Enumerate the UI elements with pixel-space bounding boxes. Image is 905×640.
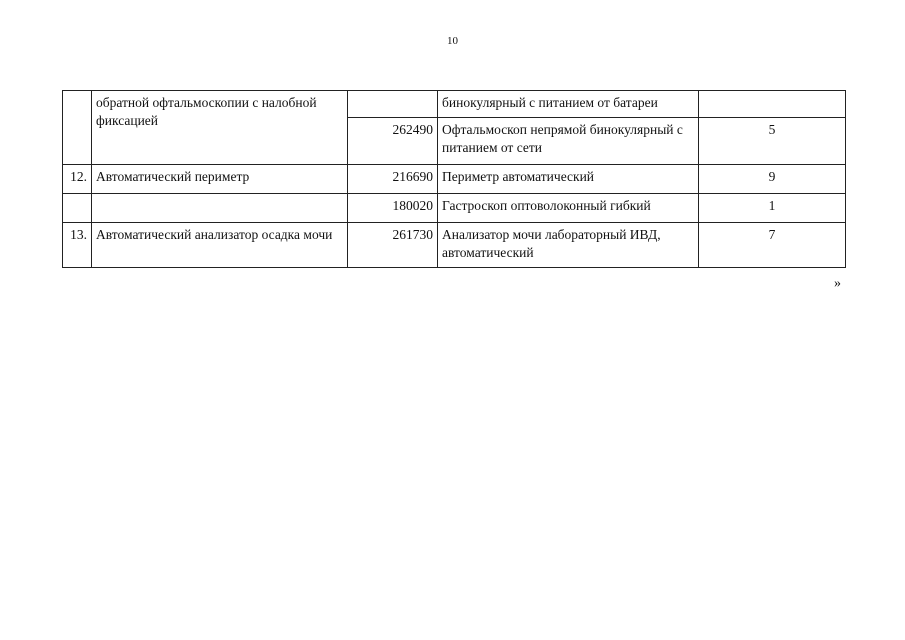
device-name: Периметр автоматический	[438, 165, 699, 194]
item-name	[92, 194, 348, 223]
item-code	[348, 91, 438, 118]
item-name: Автоматический анализатор осадка мочи	[92, 223, 348, 268]
table-row	[63, 194, 846, 223]
table-row	[63, 165, 846, 194]
device-name: Анализатор мочи лабораторный ИВД, автоматический	[438, 223, 699, 268]
item-name: Автоматический периметр	[92, 165, 348, 194]
device-name: Гастроскоп оптоволоконный гибкий	[438, 194, 699, 223]
table-row	[63, 91, 846, 118]
row-number: 12.	[63, 165, 92, 194]
row-number	[63, 91, 92, 165]
item-quantity	[699, 91, 846, 118]
device-name: Офтальмоскоп непрямой бинокулярный с питанием от сети	[438, 118, 699, 165]
item-quantity: 9	[699, 165, 846, 194]
row-number	[63, 194, 92, 223]
item-code: 180020	[348, 194, 438, 223]
row-number: 13.	[63, 223, 92, 268]
item-name: обратной офтальмоскопии с налобной фиксацией	[92, 91, 348, 165]
device-name: бинокулярный с питанием от батареи	[438, 91, 699, 118]
closing-quote: »	[834, 276, 841, 291]
table-row	[63, 223, 846, 268]
item-code: 261730	[348, 223, 438, 268]
equipment-table	[62, 90, 846, 268]
item-code: 262490	[348, 118, 438, 165]
page-number: 10	[447, 35, 458, 47]
item-code: 216690	[348, 165, 438, 194]
item-quantity: 5	[699, 118, 846, 165]
item-quantity: 1	[699, 194, 846, 223]
item-quantity: 7	[699, 223, 846, 268]
